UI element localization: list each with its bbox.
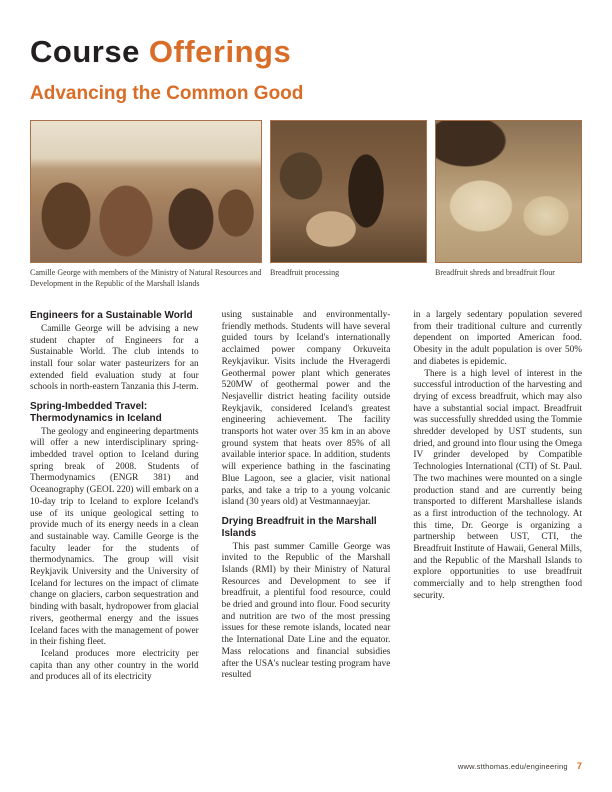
page-title: [30, 36, 303, 69]
photo-figure: [270, 120, 427, 289]
body-paragraph: Camille George will be advising a new student chapter of Engineers for a Sustainable World. The club intends to install four solar water pasteurizers for an extended field evaluation study at four schools in north-eastern Tanzania this J-term.: [30, 323, 199, 393]
photo-row: [30, 120, 582, 289]
text-column-1: [30, 310, 199, 684]
body-paragraph: in a largely sedentary population severed from their traditional culture and currently dependent on imported American food. Obesity in the adult population is over 50% and diabetes is epidemic.: [413, 310, 583, 367]
photo-figure: [30, 120, 262, 289]
page-subtitle: Advancing the Common Good: [30, 82, 304, 104]
body-paragraph: This past summer Camille George was invited to the Republic of the Marshall Islands (RMI) by their Ministry of Natural Resources and Development to see if breadfruit, a plentiful food resource, could be dried and ground into flour. Food security and nutrition are two of the most pressing issues for these remote islands, located near the International Date Line and the equator. Mass relocations and financial subsidies after the USA's nuclear testing program have resulted: [221, 541, 391, 681]
footer-url: www.stthomas.edu/engineering: [457, 762, 568, 771]
page-number: 7: [576, 761, 582, 772]
ministry-group-photo: [30, 120, 262, 263]
page-header: [30, 36, 303, 103]
text-column-2: [222, 310, 391, 684]
text-column-3: [413, 310, 582, 684]
section-heading: Spring-Imbedded Travel: Thermodynamics in Iceland: [30, 401, 162, 424]
section-heading: Engineers for a Sustainable World: [30, 310, 193, 321]
photo-caption: Breadfruit shreds and breadfruit flour: [435, 268, 555, 277]
breadfruit-shreds-photo: [435, 120, 582, 263]
body-paragraph: There is a high level of interest in the successful introduction of the harvesting and drying of excess breadfruit, which may also have a substantial social impact. Breadfruit was successfully shredded using the Tommie shredder developed by UST students, sun dried, and ground into flour using the Omega IV grinder developed by Compatible Technologies International (CTI) of St. Paul. The two machines were mounted on a single production stand and are currently being transported to different Marshallese islands as a first introduction of the technology. At this time, Dr. George is organizing a partnership between UST, CTI, the Breadfruit Institute of Hawaii, General Mills, and the Republic of the Marshall Islands to explore opportunities to use breadfruit commercially and to help strengthen food security.: [413, 368, 583, 601]
page-title-black: Course: [30, 34, 149, 69]
breadfruit-processing-photo: [270, 120, 427, 263]
photo-caption: Breadfruit processing: [270, 268, 340, 277]
body-paragraph: using sustainable and environmentally-friendly methods. Students will have several guided tours by Iceland's internationally acclaimed power company Orkuveita Reykjavikur. Visits include the Hveragerdi Geothermal power plant which generates 520MW of geothermal power and the Nesjavellir district heating facility outside Reykjavik, considered Iceland's greatest engineering achievement. The facility transports hot water over 35 km in an above ground system that heats over 85% of all available interior space. In addition, students will experience bathing in the fascinating Blue Lagoon, see a glacier, visit national parks, and take a trip to a young volcanic island (30 years old) at Vestmannaeyjar.: [221, 310, 391, 508]
body-paragraph: Iceland produces more electricity per capita than any other country in the world and produces all of its electricity: [30, 648, 199, 683]
page-footer: [458, 761, 582, 772]
photo-caption: Camille George with members of the Ministry of Natural Resources and Development in the Republic of the Marshall Islands: [30, 268, 262, 288]
photo-figure: [435, 120, 582, 289]
body-paragraph: The geology and engineering departments will offer a new interdisciplinary spring-imbedded travel option to Iceland during spring break of 2008. Students of Thermodynamics (ENGR 381) and Oceanography (GEOL 220) will embark on a 10-day trip to Iceland to explore Iceland's use of its unique geological setting to provide much of its energy needs in a clean and sustainable way. Camille George is the faculty leader for the students of thermodynamics. The group will visit Reykjavik University and the University of Iceland for lectures on the impact of climate change on glaciers, carbon sequestration and binding with basalt, hydropower from glacial rivers, geothermal energy and the issues Iceland faces with the management of power in their fishing fleet.: [30, 426, 199, 648]
page-title-orange: Offerings: [148, 34, 292, 69]
article-body: [30, 310, 582, 684]
section-heading: Drying Breadfruit in the Marshall Islands: [221, 515, 377, 539]
